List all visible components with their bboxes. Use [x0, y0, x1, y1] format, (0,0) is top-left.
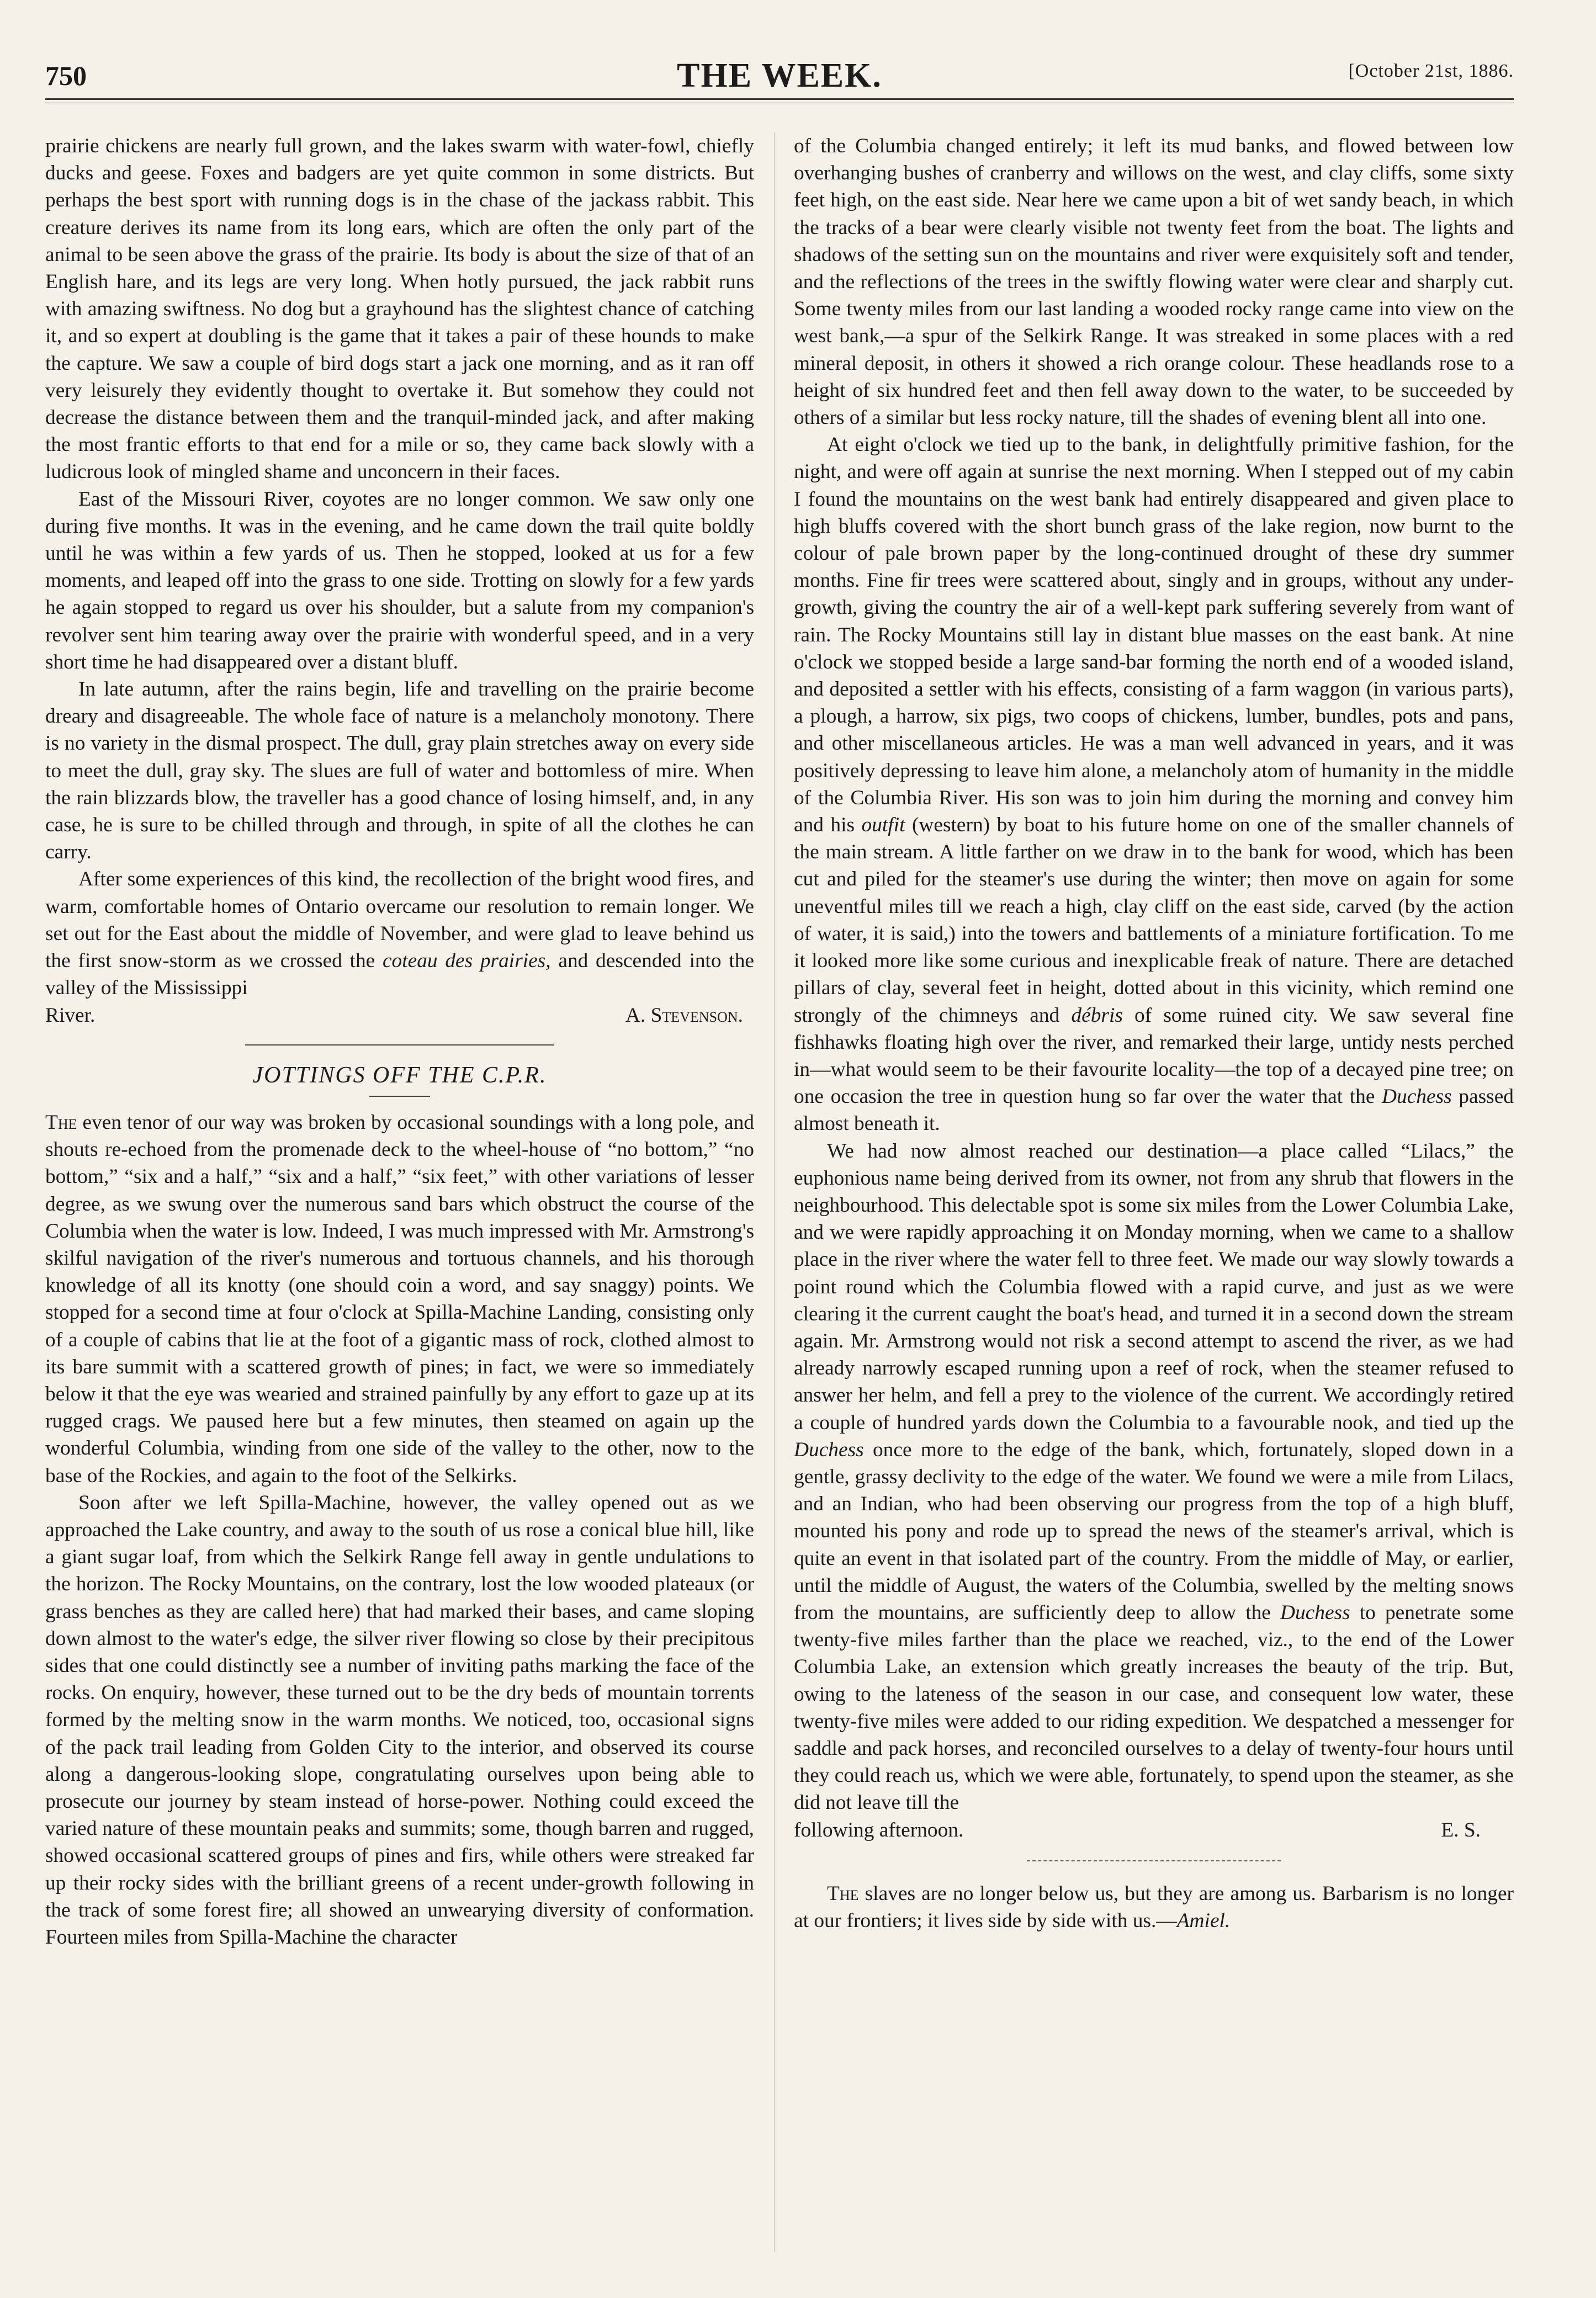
- paragraph: [794, 431, 1514, 1137]
- text-run: once more to the edge of the bank, which, fortunately, sloped down in a gentle, grassy declivity to the edge of the water. We found we were a mile from Lilacs, and an Indian, who had been observing our progress from the top of a high bluff, mounted his pony and rode up to spread the news of the steamer's arrival, which is quite an event in that isolated part of the country. From the middle of May, or earlier, until the middle of August, the waters of the Columbia, swelled by the melting snows from the mountains, are sufficiently deep to allow the: [794, 1438, 1514, 1624]
- text-run: passed almost beneath it.: [794, 1085, 1514, 1135]
- page-header: [45, 55, 1514, 99]
- italic-word: Duchess: [794, 1438, 864, 1461]
- text-run: of some ruined city. We saw several fine fishhawks floating high over the river, and remarked their large, untidy nests perched in—what would seem to be their favourite locality—the top of a decayed pine tree; on one occasion the tree in question hung so far over the water that the: [794, 1004, 1514, 1108]
- masthead: THE WEEK.: [677, 57, 882, 94]
- paragraph: of the Columbia changed entirely; it left its mud banks, and flowed between low overhanging bushes of cranberry and willows on the west, and clay cliffs, some sixty feet high, on the east side. Near here we came upon a bit of wet sandy beach, in which the tracks of a bear were clearly visible not twenty feet from the boat. The lights and shadows of the setting sun on the mountains and river were exquisitely soft and tender, and the reflections of the trees in the swiftly flowing water were clear and sharply cut. Some twenty miles from our last landing a wooded rocky range came into view on the west bank,—a spur of the Selkirk Range. It was streaked in some places with a red mineral deposit, in others it showed a rich orange colour. These headlands rose to a height of six hundred feet and then fell away down to the water, to be succeeded by others of a similar but less rocky nature, till the shades of evening blent all into one.: [794, 135, 1514, 429]
- lead-word: The: [827, 1882, 859, 1905]
- lead-word: The: [45, 1111, 77, 1134]
- paragraph: [45, 866, 754, 1001]
- italic-word: Duchess: [1382, 1085, 1452, 1108]
- header-rule: [45, 98, 1514, 100]
- signature-line: [45, 1002, 754, 1029]
- text-run: River.: [45, 1004, 96, 1027]
- text-run: At eight o'clock we tied up to the bank, in delightfully primitive fashion, for the night, and were off again at sunrise the next morning. When I stepped out of my cabin I found the mountains on the west bank had entirely disappeared and given place to high bluffs covered with the short bunch grass of the lake region, now burnt to the colour of pale brown paper by the long-continued drought of these dry summer months. Fine fir trees were scattered about, singly and in groups, without any under-growth, giving the country the air of a well-kept park suffering severely from want of rain. The Rocky Mountains still lay in distant blue masses on the east bank. At nine o'clock we stopped beside a large sand-bar forming the north end of a wooded island, and deposited a settler with his effects, consisting of a farm waggon (in various parts), a plough, a harrow, six pigs, two coops of chickens, lumber, bundles, pots and pans, and other miscellaneous articles. He was a man well advanced in years, and it was positively depressing to leave him alone, a melancholy atom of humanity in the middle of the Columbia River. His son was to join him during the morning and convey him and his: [794, 433, 1514, 837]
- text-run: We had now almost reached our destination—a place called “Lilacs,” the euphonious name being derived from its owner, not from any shrub that flowers in the neighbourhood. This delectable spot is some six miles from the Lower Columbia Lake, and we were rapidly approaching it on Monday morning, when we came to a shallow place in the river where the water fell to three feet. We made our way slowly towards a point round which the Columbia flowed with a rapid curve, and just as we were clearing it the current caught the boat's head, and turned it in a second down the stream again. Mr. Armstrong would not risk a second attempt to ascend the river, as we had already narrowly escaped running upon a reef of rock, when the steamer refused to answer her helm, and fell a prey to the violence of the current. We accordingly retired a couple of hundred yards down the Columbia to a favourable nook, and tied up the: [794, 1139, 1514, 1434]
- text-run: (western) by boat to his future home on one of the smaller channels of the main stream. A little farther on we draw in to the bank for wood, which has been cut and piled for the steamer's use during the winter; then move on again for some uneventful miles till we reach a high, clay cliff on the east side, carved (by the action of water, it is said,) into the towers and battlements of a miniature fortification. To me it looked more like some curious and inexplicable freak of nature. There are detached pillars of clay, several feet in height, dotted about in this vicinity, which remind one strongly of the chimneys and: [794, 814, 1514, 1027]
- paragraph: East of the Missouri River, coyotes are no longer common. We saw only one during five months. It was in the evening, and he came down the trail quite boldly until he was within a few yards of us. Then he stopped, looked at us for a few moments, and leaped off into the grass to one side. Trotting on slowly for a few yards he again stopped to regard us over his shoulder, but a salute from my companion's revolver sent him tearing away over the prairie with wonderful speed, and in a very short time he had disappeared over a distant bluff.: [45, 487, 754, 673]
- text-run: to penetrate some twenty-five miles farther than the place we reached, viz., to the end of the Lower Columbia Lake, an extension which greatly increases the beauty of the trip. But, owing to the lateness of the season in our case, and consequent low water, these twenty-five miles were added to our riding expedition. We despatched a messenger for saddle and pack horses, and reconciled ourselves to a delay of twenty-four hours until they could reach us, which we were able, fortunately, to spend upon the steamer, as she did not leave till the: [794, 1601, 1514, 1814]
- right-column: [794, 132, 1514, 1934]
- text-run: slaves are no longer below us, but they are among us. Barbarism is no longer at our frontiers; it lives side by side with us.—: [794, 1882, 1514, 1932]
- left-column: [45, 132, 754, 1951]
- italic-word: outfit: [861, 814, 905, 837]
- paragraph: In late autumn, after the rains begin, life and travelling on the prairie become dreary and disagreeable. The whole face of nature is a melancholy monotony. There is no variety in the dismal prospect. The dull, gray plain stretches away on every side to meet the dull, gray sky. The slues are full of water and bottomless of mire. When the rain blizzards blow, the traveller has a good chance of losing himself, and, in any case, he is sure to be chilled through and through, in spite of all the clothes he can carry.: [45, 678, 754, 864]
- paragraph: Soon after we left Spilla-Machine, however, the valley opened out as we approached the Lake country, and away to the south of us rose a conical blue hill, like a giant sugar loaf, from which the Selkirk Range fell away in gentle undulations to the horizon. The Rocky Mountains, on the contrary, lost the low wooded plateaux (or grass benches as they are called here) that had marked their bases, and came sloping down almost to the water's edge, the silver river flowing so close by their precipitous sides that one could distinctly see a number of inviting paths marking the face of the rocks. On enquiry, however, these turned out to be the dry beds of mountain torrents formed by the melting snow in the warm months. We noticed, too, occasional signs of the pack trail leading from Golden City to the interior, and observed its course along a dangerous-looking slope, congratulating ourselves upon being able to prosecute our journey by steam instead of horse-power. Nothing could exceed the varied nature of these mountain peaks and summits; some, though barren and rugged, showed occasional scattered groups of pines and firs, while others were streaked far up their rocky sides with the brilliant greens of a recent under-growth following in the track of some forest fire; all showed an unwearying diversity of conformation. Fourteen miles from Spilla-Machine the character: [45, 1491, 754, 1949]
- quote-paragraph: [794, 1880, 1514, 1934]
- article-title: JOTTINGS OFF THE C.P.R.: [252, 1062, 547, 1088]
- page-number: 750: [45, 60, 87, 91]
- text-run: even tenor of our way was broken by occasional soundings with a long pole, and shouts re-echoed from the promenade deck to the wheel-house of “no bottom,” “no bottom,” “six and a half,” “six and a half,” “six feet,” with other variations of lesser degree, as we swung over the numerous sand bars which obstruct the course of the Columbia when the water is low. Indeed, I was much impressed with Mr. Armstrong's skilful navigation of the river's numerous and tortuous channels, and his thorough knowledge of all its knotty (one should coin a word, and say snaggy) points. We stopped for a second time at four o'clock at Spilla-Machine Landing, consisting only of a couple of cabins that lie at the foot of a gigantic mass of rock, clothed almost to its bare summit with a scattered growth of pines; in fact, we were so immediately below it that the eye was wearied and strained painfully by any effort to gaze up at its rugged crags. We paused here but a few minutes, then steamed on again up the wonderful Columbia, winding from one side of the valley to the other, now to the base of the Rockies, and again to the foot of the Selkirks.: [45, 1111, 754, 1487]
- quote-author: Amiel.: [1176, 1909, 1231, 1932]
- section-divider: [1027, 1860, 1281, 1861]
- italic-phrase: coteau des prairies,: [382, 949, 551, 973]
- italic-word: Duchess: [1280, 1601, 1350, 1624]
- text-run: After some experiences of this kind, the recollection of the bright wood fires, and warm, comfortable homes of Ontario overcame our resolution to remain longer. We set out for the East about the middle of November, and were glad to leave behind us the first snow-storm as we crossed the: [45, 868, 754, 973]
- issue-date: [October 21st, 1886.: [1348, 61, 1514, 81]
- text-run: following afternoon.: [794, 1818, 964, 1841]
- paragraph: [45, 1109, 754, 1489]
- paragraph: prairie chickens are nearly full grown, and the lakes swarm with water-fowl, chiefly ducks and geese. Foxes and badgers are yet quite common in some districts. But perhaps the best sport with running dogs is in the chase of the jackass rabbit. This creature derives its name from its long ears, which are often the only part of the animal to be seen above the grass of the prairie. Its body is about the size of that of an English hare, and its legs are very long. When hotly pursued, the jack rabbit runs with amazing swiftness. No dog but a grayhound has the slightest chance of catching it, and so expert at doubling is the game that it takes a pair of these hounds to make the capture. We saw a couple of bird dogs start a jack one morning, and as it ran off very leisurely they evidently thought to overtake it. But somehow they could not decrease the distance between them and the tranquil-minded jack, and after making the most frantic efforts to that end for a mile or so, they came back slowly with a ludicrous look of mingled shame and unconcern in their faces.: [45, 135, 754, 484]
- newspaper-page: [45, 55, 1514, 2252]
- section-divider: [245, 1044, 554, 1045]
- author-signature: A. Stevenson.: [625, 1004, 743, 1027]
- text-run: and descended into the valley of the Mississippi: [45, 949, 754, 1000]
- signature-line: [794, 1817, 1514, 1844]
- italic-word: débris: [1071, 1004, 1123, 1027]
- author-signature: E. S.: [1441, 1818, 1481, 1841]
- paragraph: [794, 1138, 1514, 1817]
- title-rule: [369, 1096, 430, 1097]
- article-columns: [45, 132, 1514, 2252]
